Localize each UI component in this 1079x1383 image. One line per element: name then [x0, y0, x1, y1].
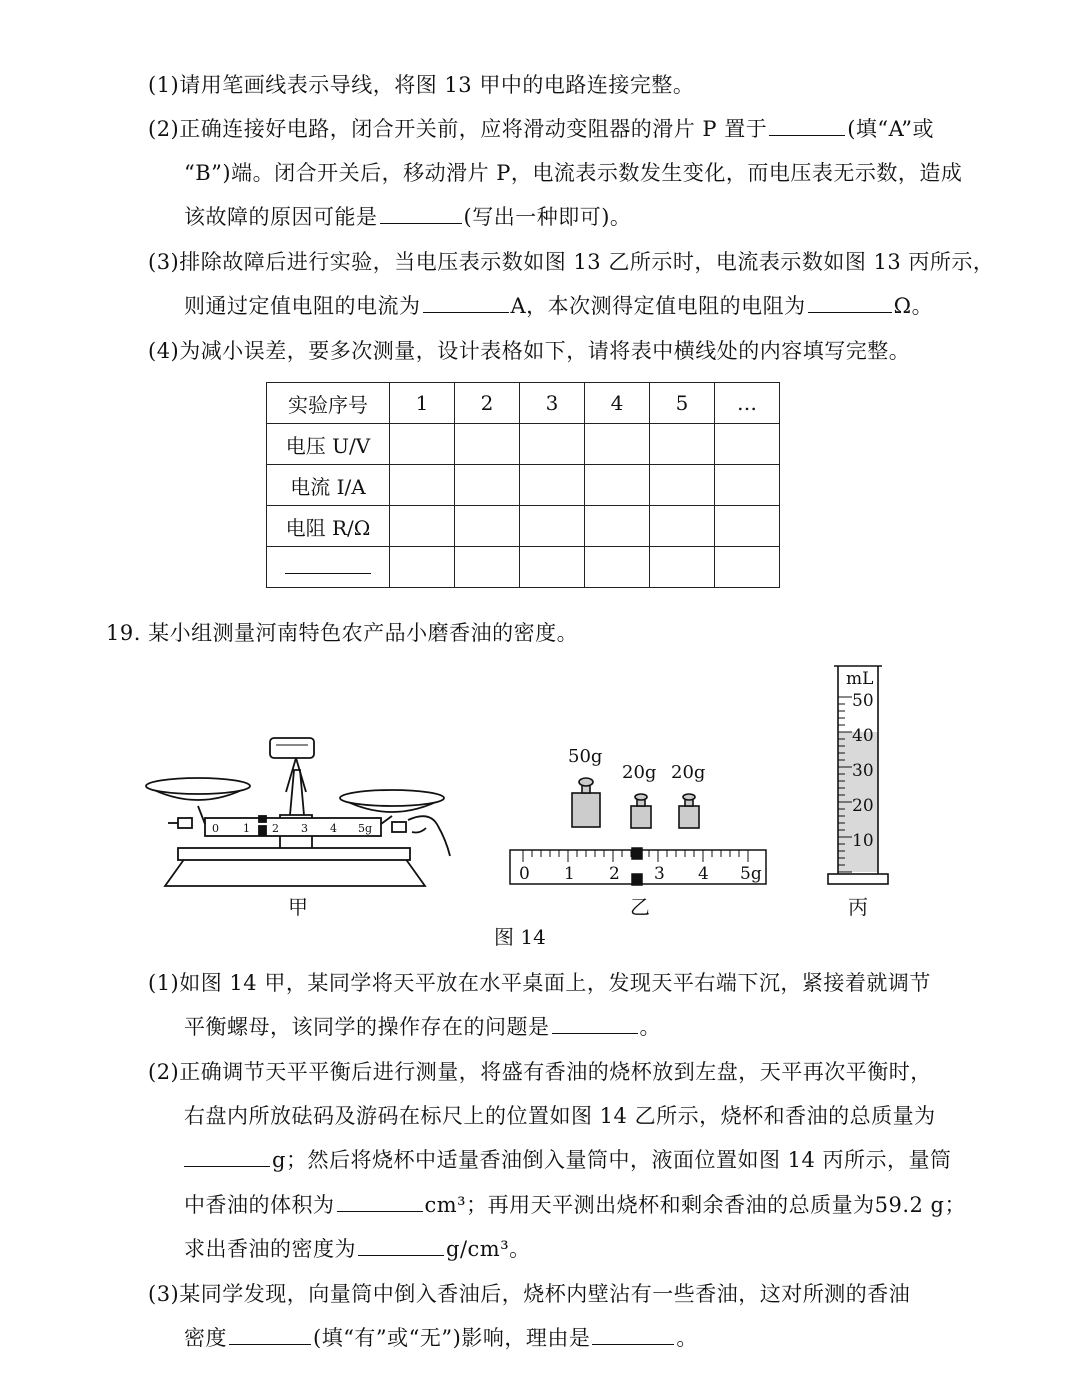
answer-blank[interactable]: [592, 1324, 674, 1345]
answer-blank[interactable]: [552, 1013, 638, 1034]
balance-illustration: [146, 738, 450, 886]
row-label-current: 电流 I/A: [267, 465, 390, 506]
q18-part2-text-b: (填“A”或: [847, 117, 934, 141]
table-header-cell: 4: [585, 383, 650, 424]
cylinder-unit: mL: [846, 669, 874, 689]
scale-tick-label: 0: [519, 864, 530, 884]
q18-part3-text-a: 则通过定值电阻的电流为: [184, 294, 421, 318]
q19-part3-text-c: 。: [676, 1326, 698, 1350]
cylinder-tick-label: 30: [852, 761, 874, 781]
beam-tick-label: 0: [212, 822, 219, 835]
weights-illustration: [572, 778, 699, 828]
subfigure-labels: [288, 895, 868, 949]
answer-blank[interactable]: [184, 1146, 270, 1167]
scale-tick-label: 5g: [740, 864, 762, 884]
scale-tick-label: 2: [609, 864, 620, 884]
beam-tick-label: 2: [272, 822, 279, 835]
q19-part2-text-f: g/cm³。: [446, 1237, 531, 1261]
cylinder-tick-label: 50: [852, 691, 874, 711]
q18-part2-text-d: (写出一种即可)。: [463, 205, 632, 229]
table-header-cell: 1: [390, 383, 455, 424]
q18-part3-text-b: A，本次测得定值电阻的电阻为: [510, 294, 806, 318]
q18-part3-line1: (3)排除故障后进行实验，当电压表示数如图 13 乙所示时，电流表示数如图 13 丙所示，: [148, 250, 995, 274]
q19-part2-text-d: cm³；再用天平测出烧杯和剩余香油的总质量为59.2 g；: [424, 1193, 966, 1217]
q18-part2-text-c: 该故障的原因可能是: [184, 205, 378, 229]
q19-part2-text-e: 求出香油的密度为: [184, 1237, 356, 1261]
q19-part3-text-b: (填“有”或“无”)影响，理由是: [313, 1326, 591, 1350]
beam-tick-label: 4: [330, 822, 337, 835]
table-header-cell: …: [715, 383, 780, 424]
q18-part1: (1)请用笔画线表示导线，将图 13 甲中的电路连接完整。: [148, 73, 695, 97]
q19-part3-line1: (3)某同学发现，向量筒中倒入香油后，烧杯内壁沾有一些香油，这对所测的香油: [148, 1282, 911, 1306]
q18-part2-text-a: (2)正确连接好电路，闭合开关前，应将滑动变阻器的滑片 P 置于: [148, 117, 768, 141]
weight-label-50g: 50g: [568, 746, 603, 767]
beam-tick-label: 5g: [358, 822, 373, 835]
answer-blank[interactable]: [337, 1191, 423, 1212]
scale-tick-label: 3: [654, 864, 665, 884]
weight-labels: [568, 746, 705, 783]
cylinder-tick-label: 40: [852, 726, 874, 746]
q19-title: 19. 某小组测量河南特色农产品小磨香油的密度。: [106, 621, 579, 645]
q19-part2-line4: [184, 1190, 966, 1220]
subfigure-label-jia: 甲: [288, 895, 308, 919]
beam-tick-label: 3: [301, 822, 308, 835]
answer-blank[interactable]: [358, 1235, 444, 1256]
answer-blank[interactable]: [229, 1324, 311, 1345]
q19-part2-line3: [184, 1145, 952, 1175]
weight-label-20g: 20g: [671, 762, 706, 783]
q19-part2-line2: 右盘内所放砝码及游码在标尺上的位置如图 14 乙所示，烧杯和香油的总质量为: [184, 1104, 936, 1128]
table-header-cell: 实验序号: [267, 383, 390, 424]
weight-label-20g: 20g: [622, 762, 657, 783]
subfigure-label-bing: 丙: [848, 895, 868, 919]
scale-tick-label: 4: [698, 864, 709, 884]
table-header-cell: 2: [455, 383, 520, 424]
row-label-resistance: 电阻 R/Ω: [267, 506, 390, 547]
figure-caption: 图 14: [494, 925, 546, 949]
subfigure-label-yi: 乙: [630, 895, 650, 919]
q18-part4: (4)为减小误差，要多次测量，设计表格如下，请将表中横线处的内容填写完整。: [148, 339, 911, 363]
q19-part1-text-b: 。: [639, 1015, 661, 1039]
q19-part2-text-b: g；然后将烧杯中适量香油倒入量筒中，液面位置如图 14 丙所示，量筒: [272, 1148, 952, 1172]
table-header-cell: 5: [650, 383, 715, 424]
row-label-voltage: 电压 U/V: [267, 424, 390, 465]
cylinder-tick-label: 20: [852, 796, 874, 816]
q19-part2-line5: [184, 1234, 531, 1264]
table-header-cell: 3: [520, 383, 585, 424]
q19-part1-line2: [184, 1012, 661, 1042]
q18-part2-line2: “B”)端。闭合开关后，移动滑片 P，电流表示数发生变化，而电压表无示数，造成: [184, 161, 963, 185]
q19-part3-text-a: 密度: [184, 1326, 227, 1350]
scale-tick-label: 1: [564, 864, 575, 884]
q18-part3-text-c: Ω。: [893, 294, 934, 318]
cylinder-tick-label: 10: [852, 831, 874, 851]
q19-part1-text-a: 平衡螺母，该同学的操作存在的问题是: [184, 1015, 550, 1039]
q19-part3-line2: [184, 1323, 698, 1353]
beam-tick-label: 1: [243, 822, 250, 835]
q19-part2-line1: (2)正确调节天平平衡后进行测量，将盛有香油的烧杯放到左盘，天平再次平衡时，: [148, 1060, 932, 1084]
rider-scale: [510, 848, 766, 885]
q19-part1-line1: (1)如图 14 甲，某同学将天平放在水平桌面上，发现天平右端下沉，紧接着就调节: [148, 971, 931, 995]
q19-part2-text-c: 中香油的体积为: [184, 1193, 335, 1217]
